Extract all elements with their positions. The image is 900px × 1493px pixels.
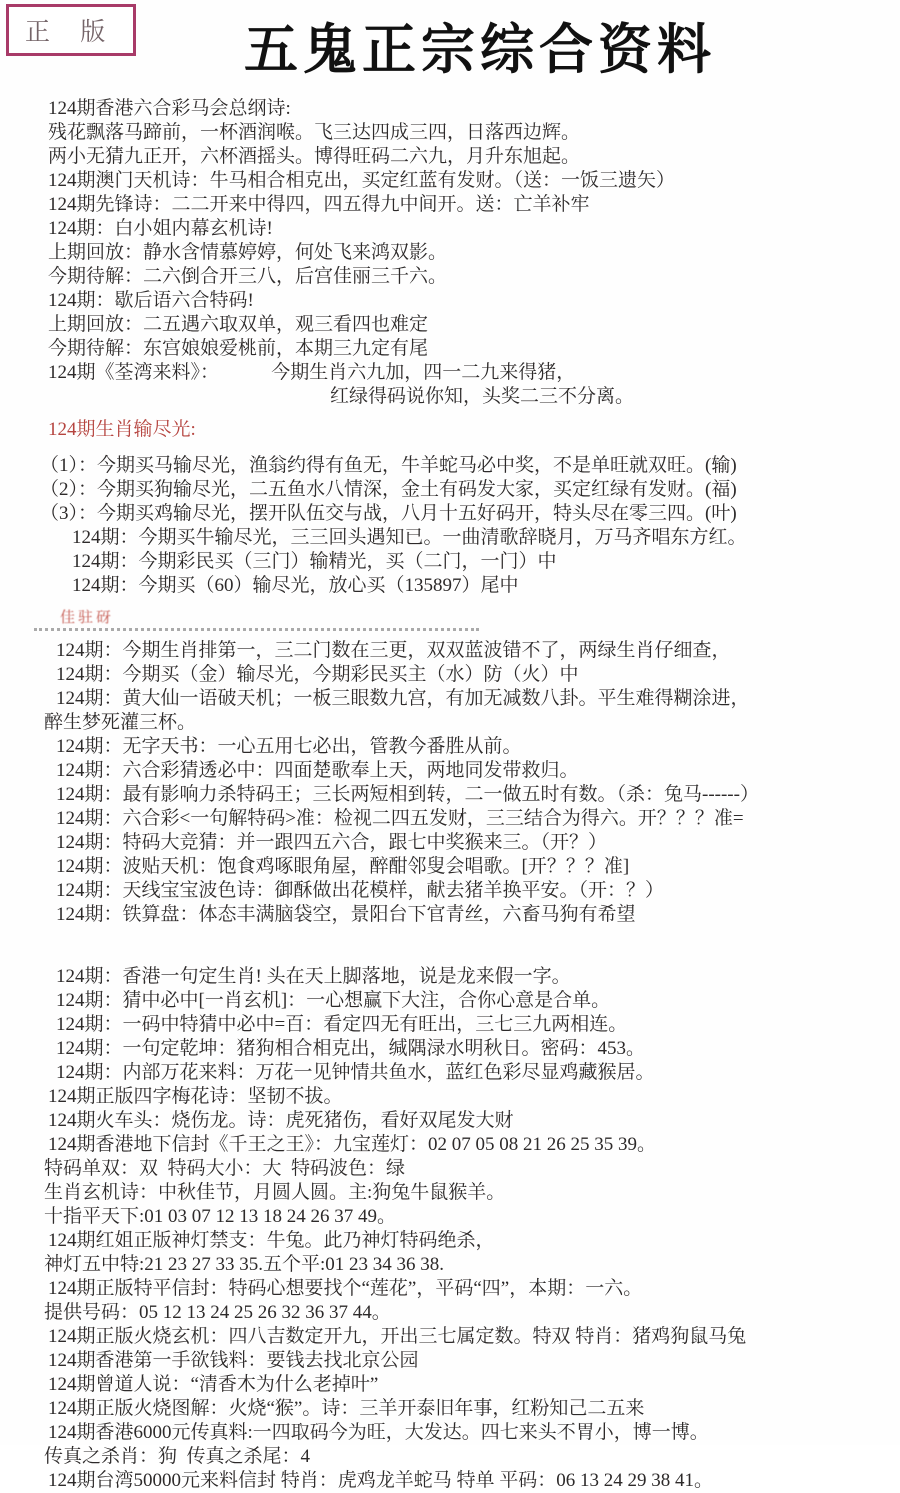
text-line: 124期：波贴天机：饱食鸡啄眼角屋，醉酣邻叟会唱歌。[开？？？准] [56, 855, 630, 877]
text-line: （3）：今期买鸡输尽光，摆开队伍交与战，八月十五好码开，特头尽在零三四。(叶) [40, 502, 737, 524]
text-line: 124期正版特平信封：特码心想要找个“莲花”，平码“四”，本期：一六。 [48, 1277, 643, 1299]
text-line: 124期正版火烧玄机：四八吉数定开九，开出三七属定数。特双 特肖：猪鸡狗鼠马兔 [48, 1325, 747, 1347]
text-line: 124期澳门天机诗：牛马相合相克出，买定红蓝有发财。（送：一饭三遗矢） [48, 169, 676, 191]
text-line: 上期回放：二五遇六取双单，观三看四也难定 [48, 313, 429, 335]
text-line: 124期香港第一手欲钱料：要钱去找北京公园 [48, 1349, 419, 1371]
text-line: 124期：今期生肖排第一，三二门数在三更，双双蓝波错不了，两绿生肖仔细查， [56, 639, 731, 661]
text-line: 124期：歇后语六合特码! [48, 289, 254, 311]
text-line: 124期：今期彩民买（三门）输精光，买（二门，一门）中 [72, 550, 557, 572]
text-line: 124期：今期买（金）输尽光，今期彩民买主（水）防（火）中 [56, 663, 579, 685]
text-line: 今期待解：东宫娘娘爱桃前，本期三九定有尾 [48, 337, 429, 359]
authentic-badge [6, 4, 136, 56]
text-line: 124期：无字天书：一心五用七必出，管教今番胜从前。 [56, 735, 522, 757]
text-line: 124期先锋诗：二二开来中得四，四五得九中间开。送：亡羊补牢 [48, 193, 590, 215]
text-line: 上期回放：静水含情慕婷婷，何处飞来鸿双影。 [48, 241, 448, 263]
document-body [0, 93, 900, 1493]
text-line: 神灯五中特:21 23 27 33 35.五个平:01 23 34 36 38. [44, 1253, 445, 1275]
text-line: 今期待解：二六倒合开三八，后宫佳丽三千六。 [48, 265, 448, 287]
text-line: 124期：最有影响力杀特码王；三长两短相到转，二一做五时有数。（杀：兔马------） [56, 783, 759, 805]
text-line: 124期：六合彩猜透必中：四面楚歌奉上天，两地同发带救归。 [56, 759, 579, 781]
text-line: 124期：猜中必中[一肖玄机]：一心想赢下大注，合你心意是合单。 [56, 989, 611, 1011]
text-line: （2）：今期买狗输尽光，二五鱼水八情深，金土有码发大家，买定红绿有发财。(福) [40, 478, 737, 500]
text-line: 124期正版火烧图解：火烧“猴”。诗：三羊开泰旧年事，红粉知己二五来 [48, 1397, 645, 1419]
text-line: 124期红姐正版神灯禁支：牛兔。此乃神灯特码绝杀， [48, 1229, 495, 1251]
text-line: 124期：天线宝宝波色诗：御酥做出花模样，献去猪羊换平安。（开：？） [56, 879, 665, 901]
text-line: 124期：一码中特猜中必中=百：看定四无有旺出，三七三九两相连。 [56, 1013, 628, 1035]
smudge-artifact [34, 628, 479, 638]
text-line: 124期香港六合彩马会总纲诗: [48, 97, 291, 119]
text-line: 124期香港地下信封《千王之王》：九宝莲灯：02 07 05 08 21 26 25 35 39。 [48, 1133, 657, 1155]
text-line: 124期：铁算盘：体态丰满脑袋空，景阳台下官青丝，六畜马狗有希望 [56, 903, 636, 925]
text-line: 124期曾道人说：“清香木为什么老掉叶” [48, 1373, 379, 1395]
text-line: 124期：特码大竞猜：并一跟四五六合，跟七中奖猴来三。（开？） [56, 831, 608, 853]
text-line: 醉生梦死灌三杯。 [44, 711, 197, 733]
text-line: 124期香港6000元传真料:一四取码今为旺，大发达。四七来头不胃小，博一博。 [48, 1421, 709, 1443]
text-line: 传真之杀肖：狗 传真之杀尾：4 [44, 1445, 311, 1467]
text-line: 124期火车头：烧伤龙。诗：虎死猪伤，看好双尾发大财 [48, 1109, 514, 1131]
text-line: 残花飘落马蹄前，一杯酒润喉。飞三达四成三四，日落西边辉。 [48, 121, 581, 143]
text-line: 124期：六合彩<一句解特码>准：检视二四五发财，三三结合为得六。开？？？准= [56, 807, 744, 829]
text-line: 124期：今期买（60）输尽光，放心买（135897）尾中 [72, 574, 519, 596]
text-line: 十指平天下:01 03 07 12 13 18 24 26 37 49。 [44, 1205, 397, 1227]
text-line: 两小无猜九正开，六杯酒摇头。博得旺码二六九，月升东旭起。 [48, 145, 581, 167]
text-line: 124期：内部万花来料：万花一见钟情共鱼水，蓝红色彩尽显鸡藏猴居。 [56, 1061, 655, 1083]
page-title: 五鬼正宗综合资料 [244, 20, 716, 80]
text-line: 124期：白小姐内幕玄机诗! [48, 217, 273, 239]
text-line: 生肖玄机诗：中秋佳节，月圆人圆。主:狗兔牛鼠猴羊。 [44, 1181, 506, 1203]
text-line: 124期：一句定乾坤：猪狗相合相克出，缄隅渌水明秋日。密码：453。 [56, 1037, 646, 1059]
text-line: 124期《荃湾来料》： 今期生肖六九加，四一二九来得猪， [48, 361, 576, 383]
authentic-badge-label: 正 版 [25, 19, 118, 46]
text-line: （1）：今期买马输尽光，渔翁约得有鱼无，牛羊蛇马必中奖，不是单旺就双旺。(输) [40, 454, 737, 476]
text-line: 红绿得码说你知，头奖二三不分离。 [330, 385, 635, 407]
text-line: 124期：香港一句定生肖! 头在天上脚落地，说是龙来假一字。 [56, 965, 571, 987]
text-line: 124期台湾50000元来料信封 特肖：虎鸡龙羊蛇马 特单 平码：06 13 24 29 38 41。 [48, 1469, 714, 1491]
text-line: 124期：黄大仙一语破天机；一板三眼数九宫，有加无减数八卦。平生难得糊涂进， [56, 687, 750, 709]
print-artifact-text: 佳驻砑 [60, 609, 115, 626]
text-line: 提供号码：05 12 13 24 25 26 32 36 37 44。 [44, 1301, 391, 1323]
text-line: 124期正版四字梅花诗：坚韧不拔。 [48, 1085, 343, 1107]
text-line: 特码单双：双 特码大小：大 特码波色：绿 [44, 1157, 406, 1179]
text-line: 124期：今期买牛输尽光，三三回头遇知已。一曲清歌辞晓月，万马齐唱东方红。 [72, 526, 747, 548]
section-heading: 124期生肖输尽光: [48, 418, 196, 440]
